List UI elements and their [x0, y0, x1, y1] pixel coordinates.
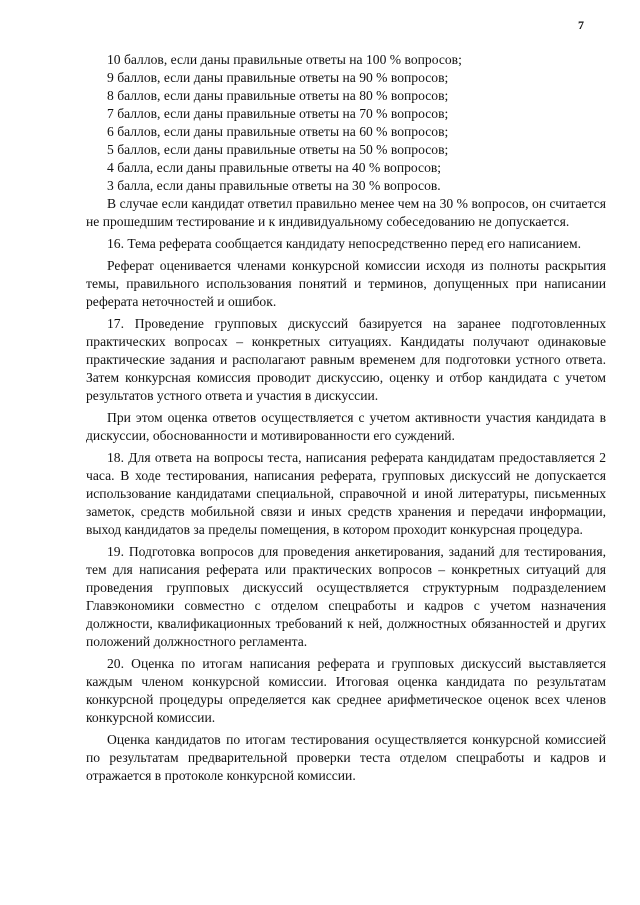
paragraph-18-time-limit: 18. Для ответа на вопросы теста, написания реферата кандидатам предоставляется 2 часа. В ходе тестирования, написания реферата, групповых дискуссий не допускается использование кандидатами специальной, справочной и иной литературы, письменных заметок, средств мобильной связи и иных средств хранения и передачи информации, выход кандидатов за пределы помещения, в котором проходит конкурсная процедура.: [86, 450, 606, 537]
paragraph-essay-evaluation: Реферат оценивается членами конкурсной комиссии исходя из полноты раскрытия темы, правильного использования понятий и терминов, допущенных при написании реферата неточностей и ошибок.: [86, 258, 606, 309]
page-number: 7: [578, 18, 584, 32]
paragraph-test-failure: В случае если кандидат ответил правильно менее чем на 30 % вопросов, он считается не прошедшим тестирование и к индивидуальному собеседованию не допускается.: [86, 196, 606, 229]
score-list-item: 10 баллов, если даны правильные ответы на 100 % вопросов;: [107, 52, 462, 67]
paragraph-test-assessment: Оценка кандидатов по итогам тестирования осуществляется конкурсной комиссией по результатам предварительной проверки теста отделом спецработы и кадров и отражается в протоколе конкурсной комиссии.: [86, 732, 606, 783]
document-body: [86, 51, 606, 785]
score-list-item: 3 балла, если даны правильные ответы на 30 % вопросов.: [107, 178, 441, 193]
score-list-item: 8 баллов, если даны правильные ответы на 80 % вопросов;: [107, 88, 449, 103]
paragraph-19-question-preparation: 19. Подготовка вопросов для проведения анкетирования, заданий для тестирования, тем для написания реферата или практических вопросов – конкретных ситуаций для проведения групповых дискуссий осуществляется структурным подразделением Главэкономики совместно с отделом спецработы и кадров с учетом назначения должности, квалификационных требований к ней, должностных обязанностей и других положений должностного регламента.: [86, 544, 606, 649]
paragraph-discussion-evaluation: При этом оценка ответов осуществляется с учетом активности участия кандидата в дискуссии, обоснованности и мотивированности его суждений.: [86, 410, 606, 443]
score-list-item: 6 баллов, если даны правильные ответы на 60 % вопросов;: [107, 124, 449, 139]
paragraph-17-group-discussions: 17. Проведение групповых дискуссий базируется на заранее подготовленных практических вопросах – конкретных ситуациях. Кандидаты получают одинаковые практические задания и располагают равным временем для подготовки устного ответа. Затем конкурсная комиссия проводит дискуссию, оценку и отбор кандидата с учетом результатов устного ответа и участия в дискуссии.: [86, 316, 606, 403]
score-list: [86, 51, 606, 195]
paragraph-16-essay-topic: 16. Тема реферата сообщается кандидату непосредственно перед его написанием.: [107, 236, 581, 251]
score-list-item: 5 баллов, если даны правильные ответы на 50 % вопросов;: [107, 142, 449, 157]
score-list-item: 4 балла, если даны правильные ответы на 40 % вопросов;: [107, 160, 442, 175]
paragraph-20-final-score: 20. Оценка по итогам написания реферата и групповых дискуссий выставляется каждым членом конкурсной комиссии. Итоговая оценка кандидата по результатам конкурсной процедуры определяется как среднее арифметическое оценок всех членов конкурсной комиссии.: [86, 656, 606, 725]
score-list-item: 7 баллов, если даны правильные ответы на 70 % вопросов;: [107, 106, 449, 121]
score-list-item: 9 баллов, если даны правильные ответы на 90 % вопросов;: [107, 70, 449, 85]
